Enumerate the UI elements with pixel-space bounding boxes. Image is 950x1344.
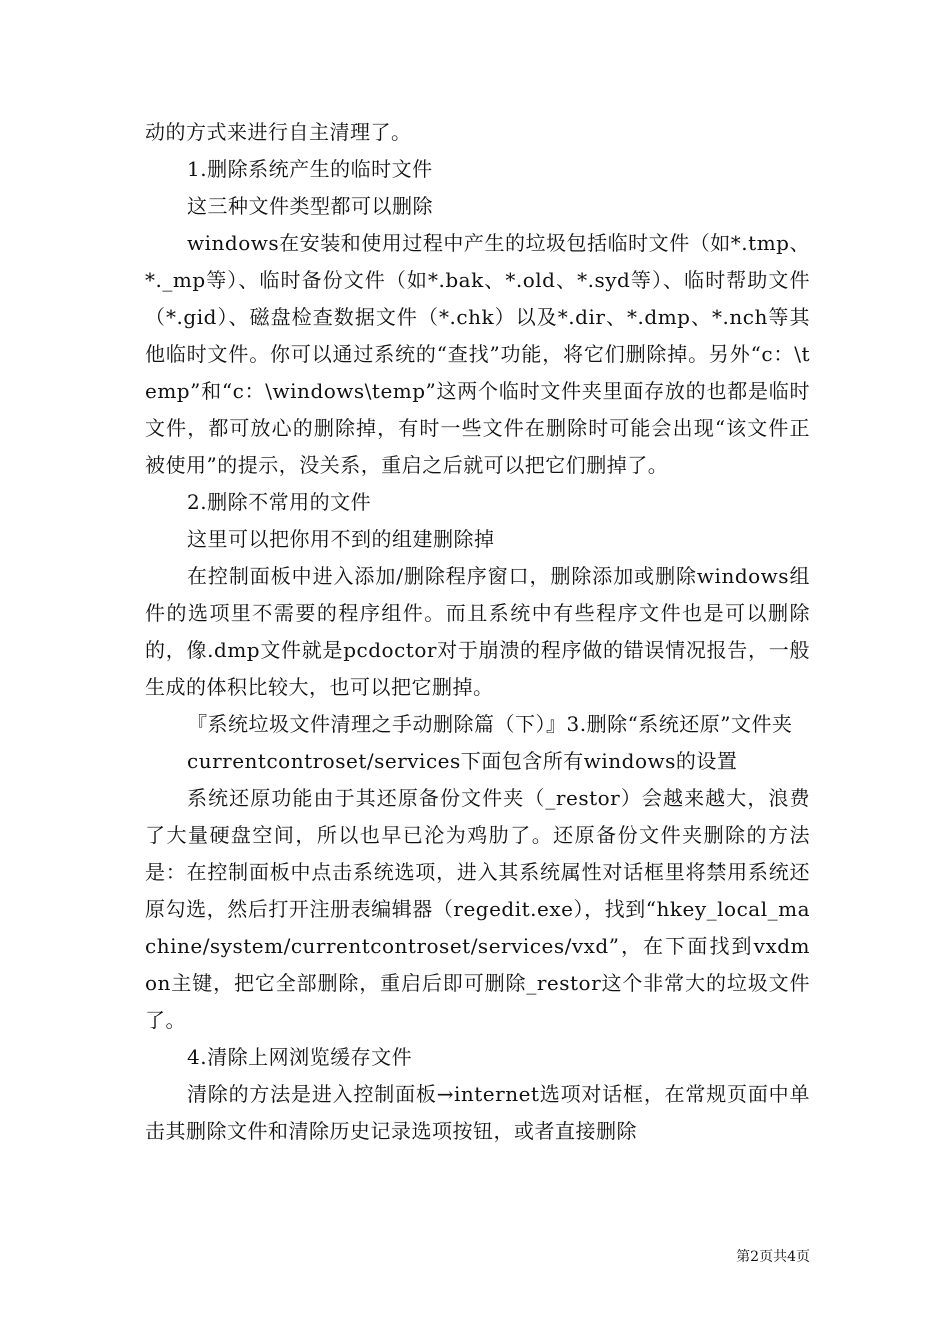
subheading-1: 这三种文件类型都可以删除 — [187, 194, 433, 218]
page-number-footer: 第2页共4页 — [736, 1249, 810, 1265]
paragraph-browser-cache: 清除的方法是进入控制面板→internet选项对话框，在常规页面中单击其删除文件和清除历史记录选项按钮，或者直接删除 — [145, 1082, 810, 1143]
section-heading-3: 『系统垃圾文件清理之手动删除篇（下）』3.删除“系统还原”文件夹 — [187, 712, 793, 736]
paragraph-temp-files: windows在安装和使用过程中产生的垃圾包括临时文件（如*.tmp、*._mp等）、临时备份文件（如*.bak、*.old、*.syd等）、临时帮助文件（*.gid）、磁盘检查数据文件（*.chk）以及*.dir、*.dmp、*.nch等其他临时文件。你可以通过系统的“查找”功能，将它们删除掉。另外“c：\temp”和“c：\windows\temp”这两个临时文件夹里面存放的也都是临时文件，都可放心的删除掉，有时一些文件在删除时可能会出现“该文件正被使用”的提示，没关系，重启之后就可以把它们删掉了。 — [145, 231, 810, 477]
subheading-3: currentcontroset/services下面包含所有windows的设置 — [187, 749, 738, 773]
document-body — [145, 114, 810, 1150]
section-heading-2: 2.删除不常用的文件 — [187, 490, 372, 514]
paragraph-unused-files: 在控制面板中进入添加/删除程序窗口，删除添加或删除windows组件的选项里不需要的程序组件。而且系统中有些程序文件也是可以删除的，像.dmp文件就是pcdoctor对于崩溃的程序做的错误情况报告，一般生成的体积比较大，也可以把它删掉。 — [145, 564, 810, 699]
section-heading-1: 1.删除系统产生的临时文件 — [187, 157, 433, 181]
section-heading-4: 4.清除上网浏览缓存文件 — [187, 1045, 413, 1069]
subheading-2: 这里可以把你用不到的组建删除掉 — [187, 527, 495, 551]
paragraph-system-restore: 系统还原功能由于其还原备份文件夹（_restor）会越来越大，浪费了大量硬盘空间，所以也早已沦为鸡肋了。还原备份文件夹删除的方法是：在控制面板中点击系统选项，进入其系统属性对话框里将禁用系统还原勾选，然后打开注册表编辑器（regedit.exe），找到“hkey_local_machine/system/currentcontroset/services/vxd”，在下面找到vxdmon主键，把它全部删除，重启后即可删除_restor这个非常大的垃圾文件了。 — [145, 786, 810, 1032]
paragraph-continuation: 动的方式来进行自主清理了。 — [145, 120, 412, 144]
